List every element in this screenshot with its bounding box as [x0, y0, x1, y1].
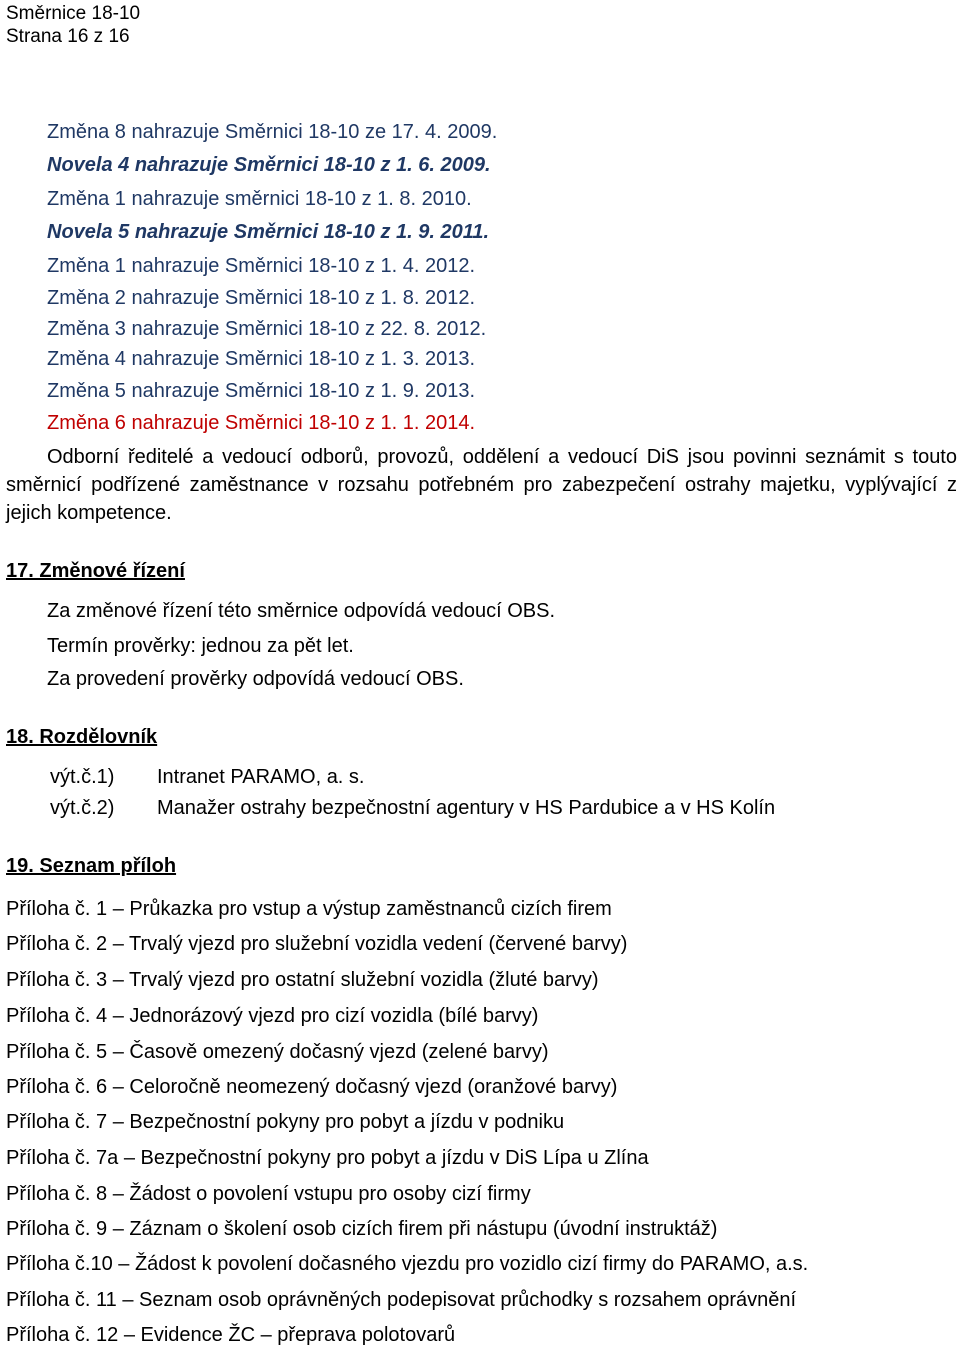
responsibility-paragraph: [6, 443, 957, 527]
section-17-line: Za provedení prověrky odpovídá vedoucí OBS.: [47, 668, 464, 690]
page-header: [6, 2, 140, 48]
change-item: Změna 2 nahrazuje Směrnici 18-10 z 1. 8. 2012.: [47, 287, 476, 309]
section-19-title: 19. Seznam příloh: [6, 855, 177, 877]
appendix-item: Příloha č. 7 – Bezpečnostní pokyny pro pobyt a jízdu v podniku: [6, 1111, 565, 1133]
distribution-copy-number: výt.č.1): [50, 766, 115, 788]
change-item: Změna 5 nahrazuje Směrnici 18-10 z 1. 9. 2013.: [47, 380, 476, 402]
section-17-line: Za změnové řízení této směrnice odpovídá vedoucí OBS.: [47, 600, 556, 622]
change-item: Novela 4 nahrazuje Směrnici 18-10 z 1. 6. 2009.: [47, 154, 491, 176]
page-number: Strana 16 z 16: [6, 26, 130, 47]
change-item: Změna 1 nahrazuje směrnici 18-10 z 1. 8. 2010.: [47, 188, 472, 210]
appendix-item: Příloha č. 3 – Trvalý vjezd pro ostatní služební vozidla (žluté barvy): [6, 969, 599, 991]
change-item: Změna 3 nahrazuje Směrnici 18-10 z 22. 8. 2012.: [47, 318, 487, 340]
document-title: Směrnice 18-10: [6, 3, 141, 24]
change-item: Změna 1 nahrazuje Směrnici 18-10 z 1. 4. 2012.: [47, 255, 476, 277]
appendix-item: Příloha č. 7a – Bezpečnostní pokyny pro pobyt a jízdu v DiS Lípa u Zlína: [6, 1147, 649, 1169]
change-item: Změna 4 nahrazuje Směrnici 18-10 z 1. 3. 2013.: [47, 348, 476, 370]
appendix-item: Příloha č.10 – Žádost k povolení dočasného vjezdu pro vozidlo cizí firmy do PARAMO, a.s.: [6, 1253, 809, 1275]
section-17-title: 17. Změnové řízení: [6, 560, 185, 582]
appendix-item: Příloha č. 11 – Seznam osob oprávněných podepisovat průchodky s rozsahem oprávnění: [6, 1289, 797, 1311]
section-18-title: 18. Rozdělovník: [6, 726, 158, 748]
distribution-copy-number: výt.č.2): [50, 797, 115, 819]
appendix-item: Příloha č. 6 – Celoročně neomezený dočasný vjezd (oranžové barvy): [6, 1076, 618, 1098]
change-item: Změna 6 nahrazuje Směrnici 18-10 z 1. 1. 2014.: [47, 412, 476, 434]
paragraph-text: Odborní ředitelé a vedoucí odborů, provozů, oddělení a vedoucí DiS jsou povinni seznámit s touto směrnicí podřízené zaměstnance v rozsahu potřebném pro zabezpečení ostrahy majetku, vyplývající z jejich kompetence.: [6, 446, 957, 524]
appendix-item: Příloha č. 8 – Žádost o povolení vstupu pro osoby cizí firmy: [6, 1183, 531, 1205]
change-item: Novela 5 nahrazuje Směrnici 18-10 z 1. 9. 2011.: [47, 221, 490, 243]
distribution-recipient: Manažer ostrahy bezpečnostní agentury v HS Pardubice a v HS Kolín: [157, 797, 776, 819]
appendix-item: Příloha č. 2 – Trvalý vjezd pro služební vozidla vedení (červené barvy): [6, 933, 628, 955]
appendix-item: Příloha č. 12 – Evidence ŽC – přeprava polotovarů: [6, 1324, 456, 1346]
section-17-line: Termín prověrky: jednou za pět let.: [47, 635, 354, 657]
distribution-recipient: Intranet PARAMO, a. s.: [157, 766, 365, 788]
appendix-item: Příloha č. 4 – Jednorázový vjezd pro cizí vozidla (bílé barvy): [6, 1005, 539, 1027]
appendix-item: Příloha č. 5 – Časově omezený dočasný vjezd (zelené barvy): [6, 1041, 549, 1063]
change-item: Změna 8 nahrazuje Směrnici 18-10 ze 17. 4. 2009.: [47, 121, 498, 143]
appendix-item: Příloha č. 1 – Průkazka pro vstup a výstup zaměstnanců cizích firem: [6, 898, 612, 920]
appendix-item: Příloha č. 9 – Záznam o školení osob cizích firem při nástupu (úvodní instruktáž): [6, 1218, 718, 1240]
